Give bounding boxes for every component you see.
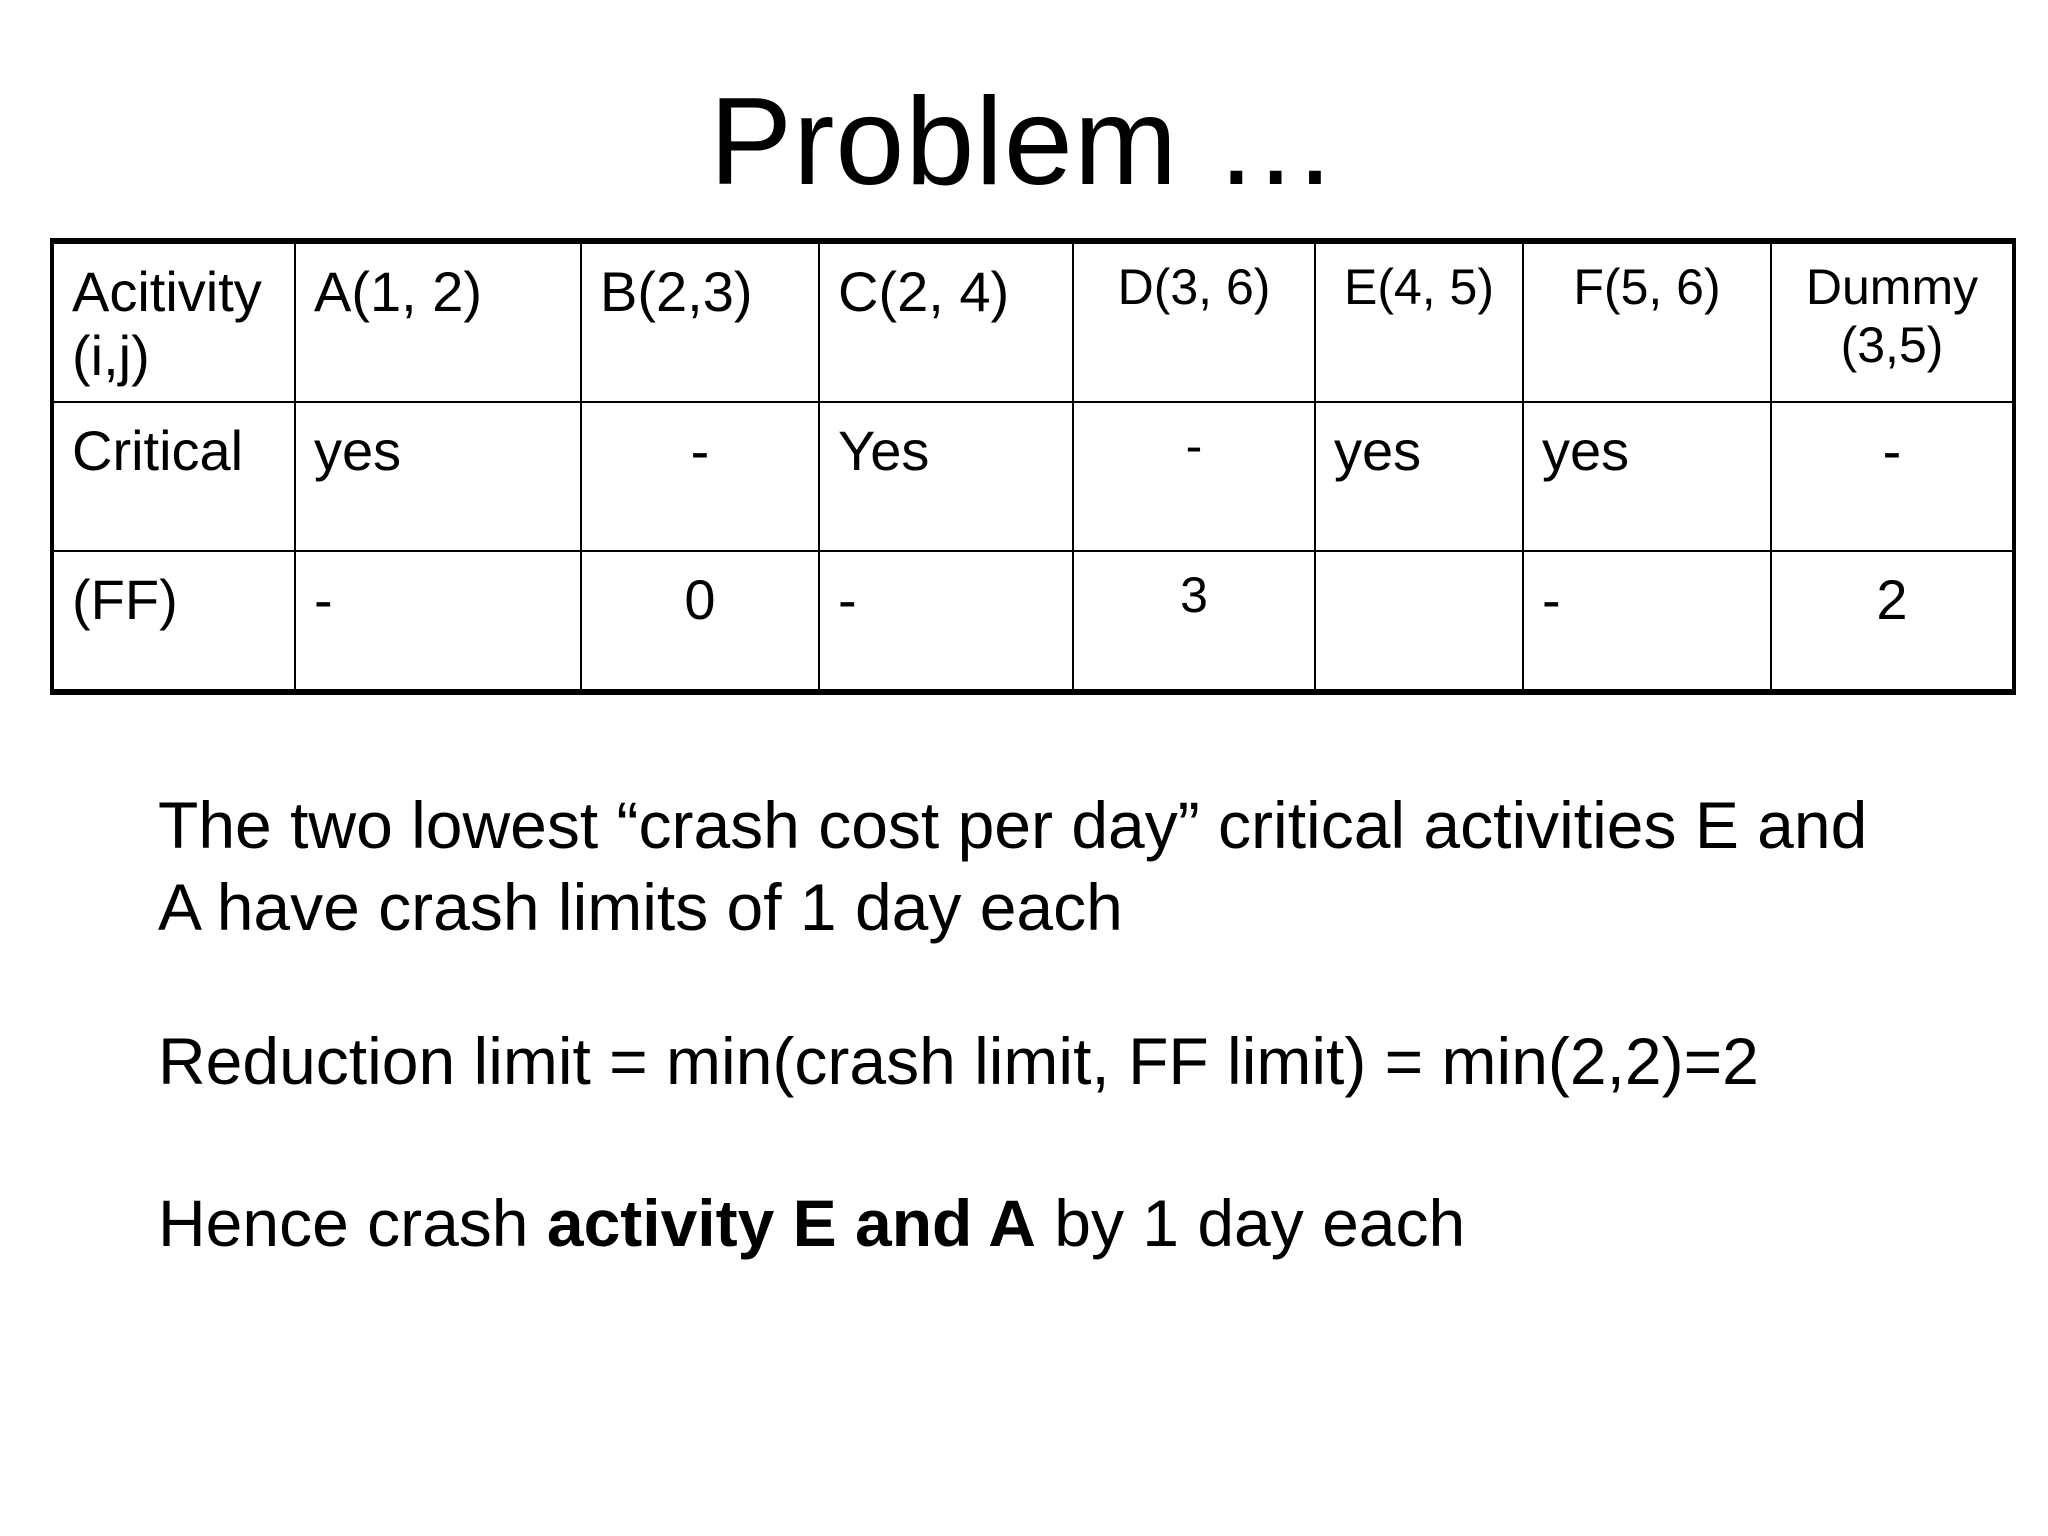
ff-cell-c: - xyxy=(819,551,1073,692)
critical-cell-e: yes xyxy=(1315,402,1523,551)
conclusion-pre: Hence crash xyxy=(158,1186,547,1260)
critical-cell-d: - xyxy=(1073,402,1315,551)
explanation-paragraph xyxy=(158,784,1867,948)
ff-cell-e xyxy=(1315,551,1523,692)
header-cell-e: E(4, 5) xyxy=(1315,241,1523,402)
table-row-ff xyxy=(52,551,2014,692)
header-cell-f: F(5, 6) xyxy=(1523,241,1771,402)
activity-label-line1: Acitivity xyxy=(72,260,262,323)
critical-cell-dummy: - xyxy=(1771,402,2014,551)
header-cell-c: C(2, 4) xyxy=(819,241,1073,402)
activity-table xyxy=(50,238,2016,695)
page-title: Problem … xyxy=(709,73,1339,211)
conclusion-text xyxy=(158,1182,1465,1264)
row-label-critical: Critical xyxy=(52,402,295,551)
ff-cell-dummy: 2 xyxy=(1771,551,2014,692)
critical-cell-a: yes xyxy=(295,402,581,551)
row-label-activity xyxy=(52,241,295,402)
conclusion-post: by 1 day each xyxy=(1035,1186,1466,1260)
table-header-row xyxy=(52,241,2014,402)
header-cell-dummy xyxy=(1771,241,2014,402)
ff-cell-d: 3 xyxy=(1073,551,1315,692)
ff-cell-b: 0 xyxy=(581,551,819,692)
critical-cell-f: yes xyxy=(1523,402,1771,551)
header-cell-d: D(3, 6) xyxy=(1073,241,1315,402)
ff-cell-a: - xyxy=(295,551,581,692)
row-label-ff: (FF) xyxy=(52,551,295,692)
explanation-line2: A have crash limits of 1 day each xyxy=(158,870,1123,944)
conclusion-bold: activity E and A xyxy=(546,1186,1036,1260)
table-row-critical xyxy=(52,402,2014,551)
reduction-limit-text: Reduction limit = min(crash limit, FF limit) = min(2,2)=2 xyxy=(158,1024,1759,1098)
header-cell-a: A(1, 2) xyxy=(295,241,581,402)
activity-label-line2: (i,j) xyxy=(72,324,150,387)
critical-cell-c: Yes xyxy=(819,402,1073,551)
critical-cell-b: - xyxy=(581,402,819,551)
dummy-label-line2: (3,5) xyxy=(1840,317,1944,373)
header-cell-b: B(2,3) xyxy=(581,241,819,402)
dummy-label-line1: Dummy xyxy=(1805,259,1979,315)
explanation-line1: The two lowest “crash cost per day” critical activities E and xyxy=(158,788,1868,862)
ff-cell-f: - xyxy=(1523,551,1771,692)
